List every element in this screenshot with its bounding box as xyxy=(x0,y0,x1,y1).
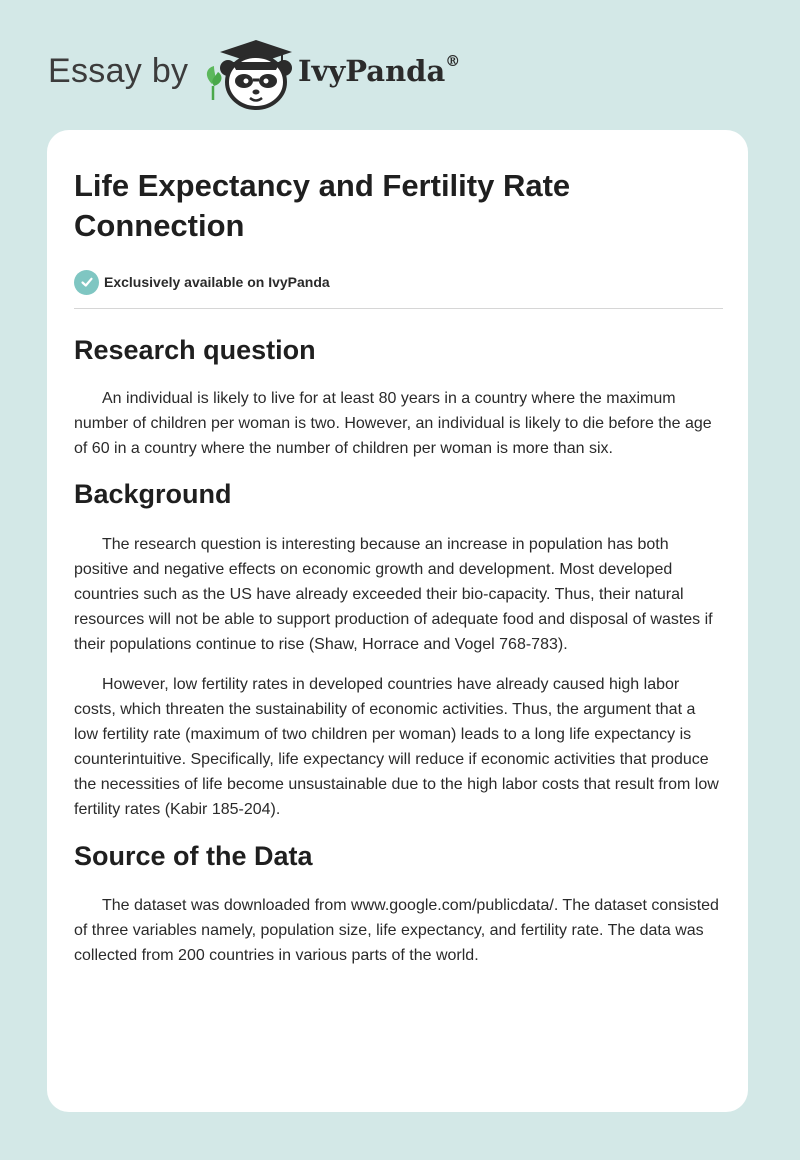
brand-header xyxy=(48,34,468,110)
divider xyxy=(74,308,723,309)
check-circle-icon xyxy=(74,270,99,295)
section-heading: Source of the Data xyxy=(74,841,313,871)
paragraph: The research question is interesting because an increase in population has both positive and negative effects on economic growth and development. Most developed countries such as the US have already exceeded their bio-capacity. Thus, their natural resources will not be able to support production of adequate food and disposal of wastes if their populations continue to rise (Shaw, Horrace and Vogel 768-783). xyxy=(74,536,713,653)
brand-name: IvyPanda® xyxy=(298,52,461,88)
section-research-question xyxy=(74,333,723,461)
page-title: Life Expectancy and Fertility Rate Connection xyxy=(74,168,571,243)
section-heading: Research question xyxy=(74,335,316,365)
essay-card xyxy=(47,130,748,1112)
exclusive-badge xyxy=(74,268,723,296)
panda-graduate-logo-icon xyxy=(202,34,294,110)
paragraph: An individual is likely to live for at least 80 years in a country where the maximum number of children per woman is two. However, an individual is likely to die before the age of 60 in a country where the number of children per woman is more than six. xyxy=(74,390,712,457)
exclusive-label: Exclusively available on IvyPanda xyxy=(104,274,330,290)
paragraph: The dataset was downloaded from www.google.com/publicdata/. The dataset consisted of three variables namely, population size, life expectancy, and fertility rate. The data was collected from 200 countries in various parts of the world. xyxy=(74,897,719,964)
paragraph: However, low fertility rates in developed countries have already caused high labor costs, which threaten the sustainability of economic activities. Thus, the argument that a low fertility rate (maximum of two children per woman) leads to a long life expectancy is counterintuitive. Specifically, life expectancy will reduce if economic activities that produce the necessities of life become unsustainable due to the high labor costs that result from low fertility rates (Kabir 185-204). xyxy=(74,676,719,818)
section-background xyxy=(74,477,723,822)
section-source-of-data xyxy=(74,839,723,968)
section-heading: Background xyxy=(74,479,232,509)
registered-mark: ® xyxy=(445,52,461,70)
brand-prefix: Essay by xyxy=(48,52,189,90)
